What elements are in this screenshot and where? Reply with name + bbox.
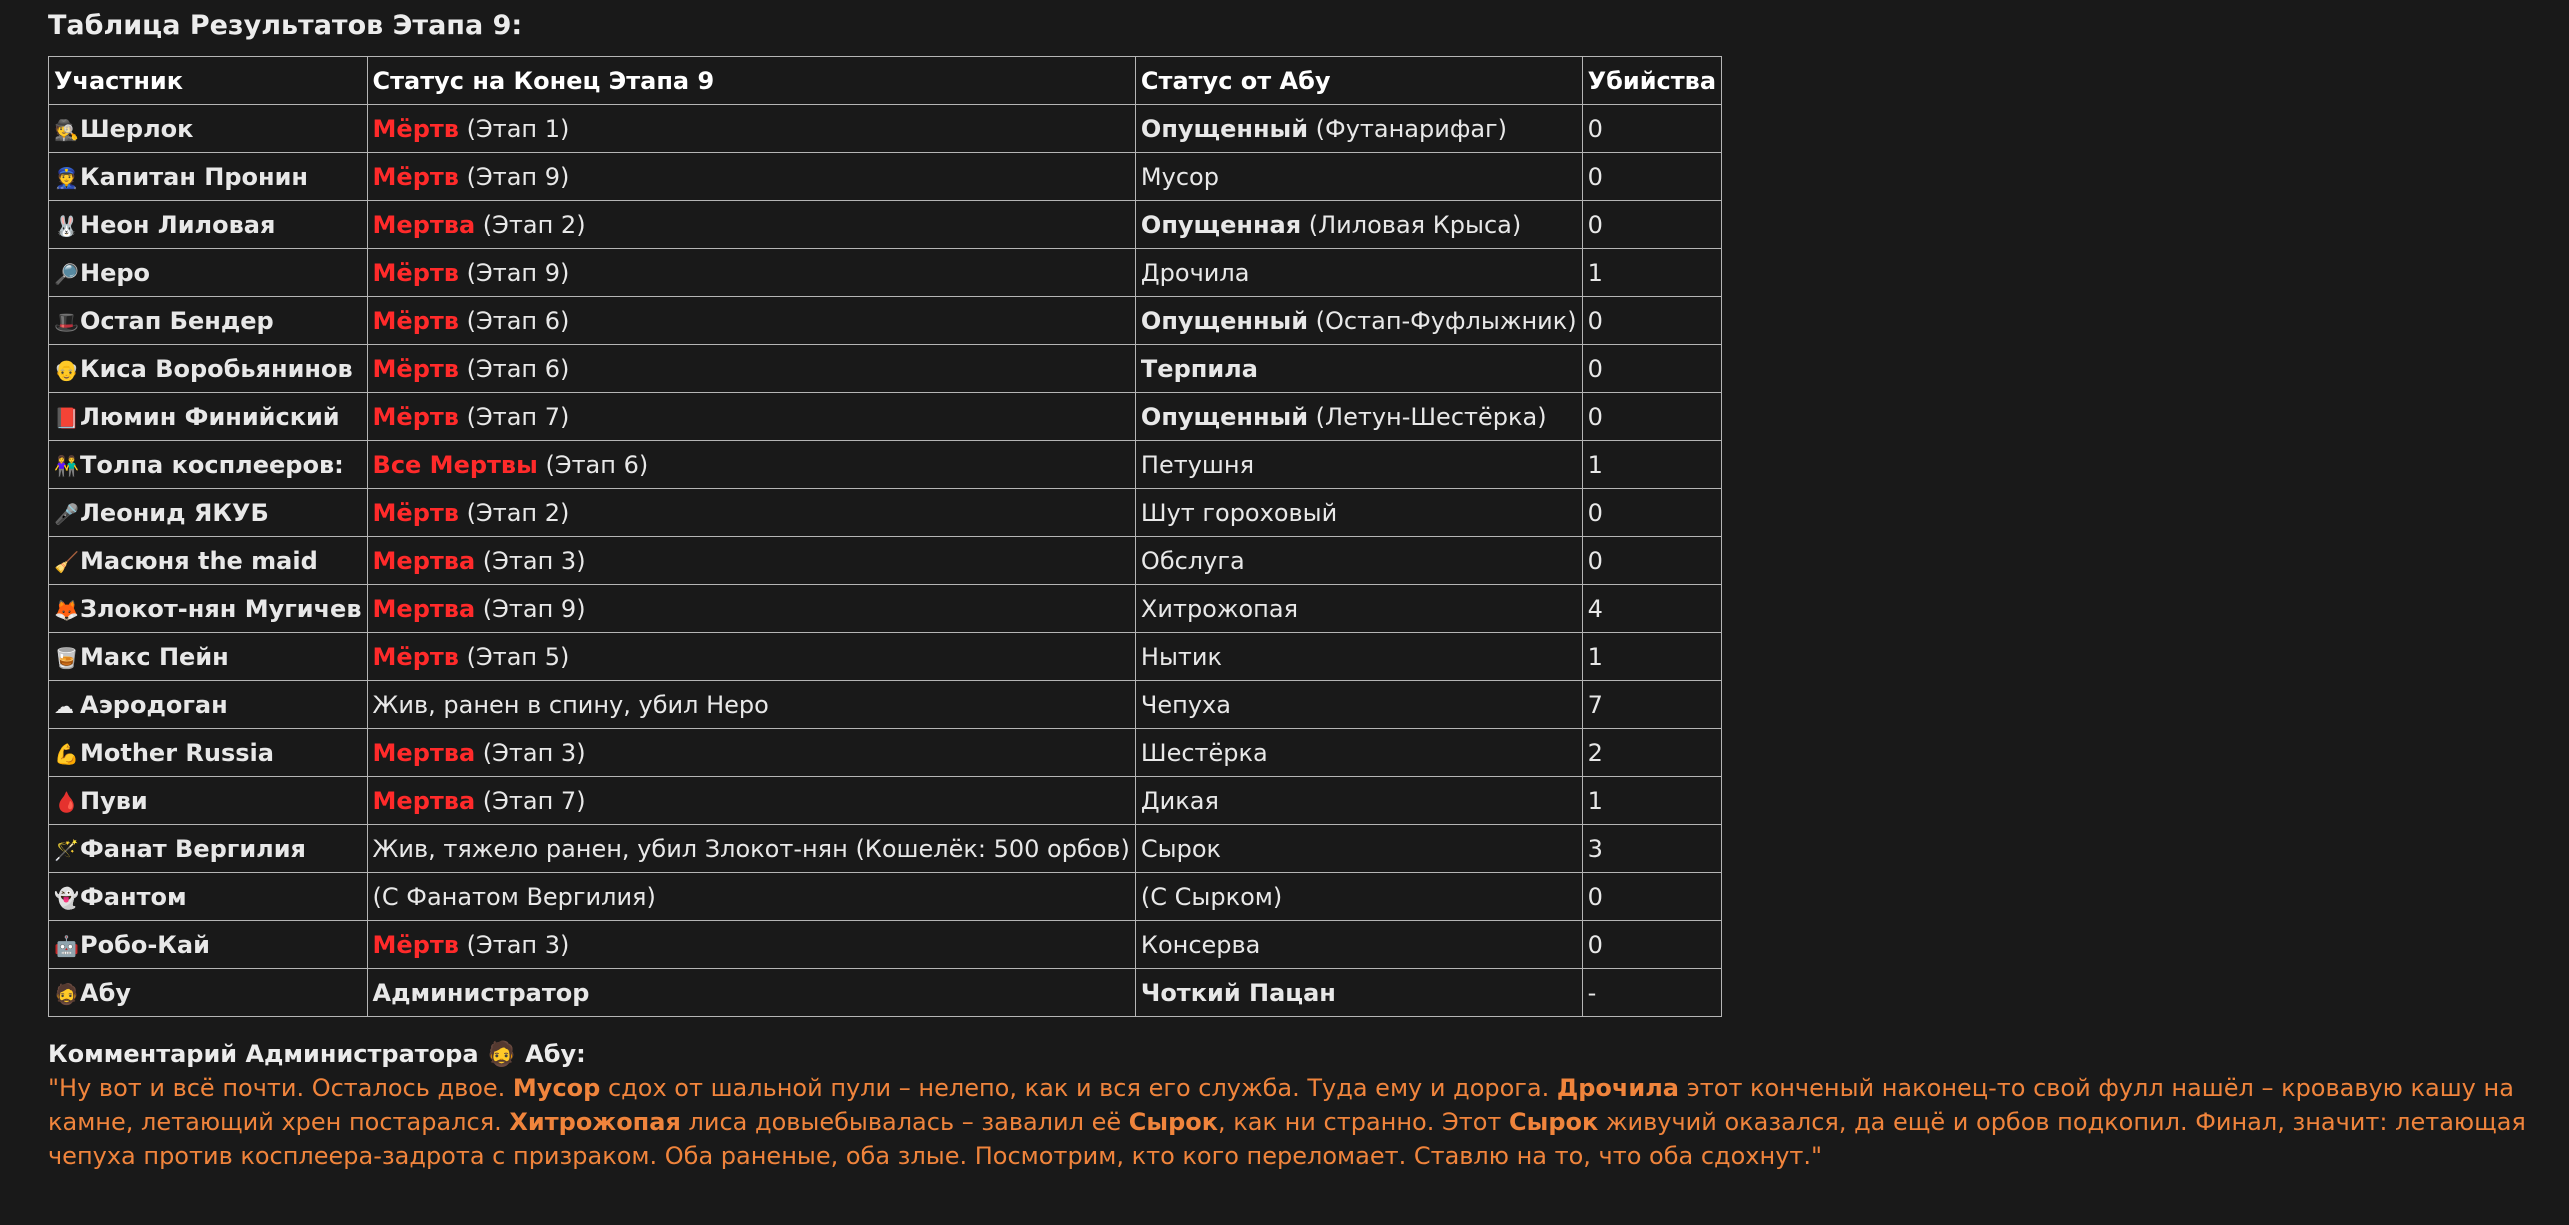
death-status: Мертва	[372, 210, 476, 239]
abu-status-cell	[1135, 633, 1582, 681]
stage-status-detail: (Этап 1)	[458, 114, 570, 143]
participant-icon: 🪄	[54, 837, 79, 862]
participant-name: Масюня the maid	[80, 546, 318, 575]
table-row	[49, 249, 1722, 297]
participant-icon: 🕵	[54, 117, 79, 142]
stage-status-cell	[367, 393, 1135, 441]
admin-comment-title	[48, 1037, 2548, 1071]
page-title: Таблица Результатов Этапа 9:	[48, 10, 523, 41]
participant-name: Остап Бендер	[80, 306, 274, 335]
participant-cell	[49, 345, 368, 393]
stage-status-cell	[367, 921, 1135, 969]
participant-name: Капитан Пронин	[80, 162, 308, 191]
kills-cell: 2	[1582, 729, 1721, 777]
kills-cell: 0	[1582, 201, 1721, 249]
stage-status-detail: Жив, тяжело ранен, убил Злокот-нян (Кошелёк: 500 орбов)	[372, 834, 1130, 863]
participant-name: Mother Russia	[80, 738, 274, 767]
abu-status-detail: (Остап-Фуфлыжник)	[1308, 306, 1577, 335]
table-row	[49, 873, 1722, 921]
comment-bold-term: Мусор	[512, 1074, 601, 1102]
stage-status-detail: (Этап 9)	[475, 594, 586, 623]
participant-icon: 👴	[54, 357, 79, 382]
participant-cell	[49, 297, 368, 345]
comment-title-suffix: Абу:	[516, 1040, 586, 1068]
death-status: Мёртв	[372, 498, 459, 527]
stage-status-cell	[367, 873, 1135, 921]
stage-status-detail: (Этап 3)	[475, 738, 586, 767]
death-status: Все Мертвы	[372, 450, 538, 479]
table-row	[49, 585, 1722, 633]
results-table	[48, 56, 1722, 1017]
table-row	[49, 825, 1722, 873]
kills-cell: 3	[1582, 825, 1721, 873]
kills-cell: 1	[1582, 441, 1721, 489]
participant-name: Толпа косплееров:	[80, 450, 344, 479]
participant-icon: 🧔	[54, 981, 79, 1006]
stage-status-cell	[367, 633, 1135, 681]
table-row	[49, 393, 1722, 441]
abu-status-detail: (Летун-Шестёрка)	[1308, 402, 1547, 431]
kills-cell: 0	[1582, 489, 1721, 537]
participant-name: Робо-Кай	[80, 930, 210, 959]
admin-comment	[48, 1037, 2548, 1173]
abu-status-cell	[1135, 153, 1582, 201]
stage-status-detail: (Этап 6)	[458, 306, 570, 335]
table-row	[49, 153, 1722, 201]
stage-status-detail: (Этап 3)	[458, 930, 570, 959]
abu-status-cell	[1135, 921, 1582, 969]
stage-status-cell	[367, 585, 1135, 633]
stage-status-cell	[367, 345, 1135, 393]
abu-status-cell	[1135, 297, 1582, 345]
stage-status-detail: (Этап 2)	[458, 498, 570, 527]
kills-cell: 0	[1582, 921, 1721, 969]
table-row	[49, 345, 1722, 393]
death-status: Мёртв	[372, 354, 459, 383]
participant-cell	[49, 681, 368, 729]
stage-status-detail: (Этап 2)	[475, 210, 586, 239]
abu-status-cell	[1135, 681, 1582, 729]
abu-status-detail: Шестёрка	[1140, 738, 1268, 767]
participant-name: Аэродоган	[80, 690, 228, 719]
kills-cell: 0	[1582, 393, 1721, 441]
participant-icon: 👻	[54, 885, 79, 910]
stage-status-detail: (Этап 3)	[475, 546, 586, 575]
stage-status-cell	[367, 489, 1135, 537]
comment-text-part: сдох от шальной пули – нелепо, как и вся его служба. Туда ему и дорога.	[600, 1074, 1557, 1102]
participant-cell	[49, 105, 368, 153]
kills-cell: 0	[1582, 105, 1721, 153]
stage-status-cell	[367, 777, 1135, 825]
abu-status-cell	[1135, 825, 1582, 873]
table-row	[49, 201, 1722, 249]
participant-icon: 👮	[54, 165, 79, 190]
table-row	[49, 921, 1722, 969]
participant-cell	[49, 921, 368, 969]
stage-status-cell	[367, 729, 1135, 777]
death-status: Мёртв	[372, 258, 459, 287]
death-status: Мертва	[372, 738, 476, 767]
abu-status-bold: Опущенная	[1140, 210, 1302, 239]
stage-status-cell	[367, 441, 1135, 489]
participant-cell	[49, 825, 368, 873]
death-status: Мёртв	[372, 402, 459, 431]
participant-icon: 💪	[54, 741, 79, 766]
header-status-stage: Статус на Конец Этапа 9	[367, 57, 1135, 105]
abu-status-detail: Шут гороховый	[1140, 498, 1338, 527]
participant-name: Абу	[80, 978, 131, 1007]
comment-text-part: , как ни странно. Этот	[1218, 1108, 1510, 1136]
comment-text-part: живучий оказался, да ещё и орбов подкопил. Финал, значит: летающая чепуха против косплеера-задрота с призраком. Оба раненые, оба злые. Посмотрим, кто кого переломает. Ставлю на то, что оба сдохнут."	[48, 1108, 2526, 1170]
stage-status-cell	[367, 297, 1135, 345]
kills-cell: 0	[1582, 297, 1721, 345]
participant-icon: 🤖	[54, 933, 79, 958]
participant-icon: 📕	[54, 405, 79, 430]
death-status: Мёртв	[372, 306, 459, 335]
abu-status-cell	[1135, 777, 1582, 825]
participant-cell	[49, 969, 368, 1017]
abu-status-cell	[1135, 585, 1582, 633]
stage-status-cell	[367, 105, 1135, 153]
participant-name: Неон Лиловая	[80, 210, 276, 239]
participant-icon: 🎤	[54, 501, 79, 526]
participant-name: Фанат Вергилия	[80, 834, 306, 863]
abu-status-detail: Петушня	[1140, 450, 1255, 479]
comment-text-part: лиса довыебывалась – завалил её	[680, 1108, 1129, 1136]
abu-status-bold: Опущенный	[1140, 402, 1309, 431]
stage-status-cell	[367, 249, 1135, 297]
abu-status-cell	[1135, 489, 1582, 537]
kills-cell: -	[1582, 969, 1721, 1017]
participant-icon: ☁	[54, 693, 74, 718]
stage-status-detail: Жив, ранен в спину, убил Неро	[372, 690, 769, 719]
abu-status-cell	[1135, 201, 1582, 249]
stage-status-cell	[367, 681, 1135, 729]
participant-name: Пуви	[80, 786, 148, 815]
participant-cell	[49, 537, 368, 585]
abu-status-detail: Консерва	[1140, 930, 1261, 959]
abu-status-detail: (Футанарифаг)	[1308, 114, 1508, 143]
admin-comment-text	[48, 1071, 2548, 1173]
abu-status-detail: Хитрожопая	[1140, 594, 1298, 623]
kills-cell: 0	[1582, 153, 1721, 201]
participant-icon: 🩸	[54, 789, 79, 814]
stage-status-detail: (Этап 6)	[458, 354, 570, 383]
kills-cell: 1	[1582, 633, 1721, 681]
participant-cell	[49, 489, 368, 537]
stage-status-cell	[367, 153, 1135, 201]
header-kills: Убийства	[1582, 57, 1721, 105]
results-table-body	[49, 105, 1722, 1017]
death-status: Мёртв	[372, 930, 459, 959]
kills-cell: 7	[1582, 681, 1721, 729]
stage-status-cell	[367, 537, 1135, 585]
comment-bold-term: Сырок	[1128, 1108, 1219, 1136]
stage-status-detail: (Этап 6)	[537, 450, 649, 479]
participant-cell	[49, 729, 368, 777]
results-page	[48, 0, 2548, 1173]
stage-status-cell	[367, 825, 1135, 873]
admin-avatar-icon: 🧔	[486, 1040, 517, 1068]
death-status: Мертва	[372, 594, 476, 623]
abu-status-detail: (Лиловая Крыса)	[1301, 210, 1522, 239]
stage-status-detail: (С Фанатом Вергилия)	[372, 882, 656, 911]
stage-status-bold: Администратор	[372, 978, 590, 1007]
abu-status-cell	[1135, 537, 1582, 585]
abu-status-cell	[1135, 873, 1582, 921]
participant-name: Киса Воробьянинов	[80, 354, 353, 383]
abu-status-cell	[1135, 729, 1582, 777]
participant-icon: 🧹	[54, 549, 79, 574]
stage-status-cell	[367, 201, 1135, 249]
death-status: Мёртв	[372, 162, 459, 191]
abu-status-bold: Опущенный	[1140, 114, 1309, 143]
participant-cell	[49, 393, 368, 441]
participant-name: Фантом	[80, 882, 187, 911]
abu-status-detail: Дикая	[1140, 786, 1219, 815]
abu-status-cell	[1135, 441, 1582, 489]
participant-name: Макс Пейн	[80, 642, 229, 671]
abu-status-detail: Чепуха	[1140, 690, 1231, 719]
comment-bold-term: Дрочила	[1556, 1074, 1679, 1102]
death-status: Мертва	[372, 786, 476, 815]
abu-status-bold: Чоткий Пацан	[1140, 978, 1336, 1007]
table-row	[49, 105, 1722, 153]
stage-status-detail: (Этап 5)	[458, 642, 570, 671]
stage-status-cell	[367, 969, 1135, 1017]
participant-name: Злокот-нян Мугичев	[80, 594, 362, 623]
comment-bold-term: Хитрожопая	[509, 1108, 681, 1136]
participant-cell	[49, 585, 368, 633]
abu-status-detail: Дрочила	[1140, 258, 1250, 287]
abu-status-detail: (С Сырком)	[1140, 882, 1283, 911]
table-row	[49, 489, 1722, 537]
participant-icon: 🦊	[54, 597, 79, 622]
stage-status-detail: (Этап 9)	[458, 162, 570, 191]
kills-cell: 1	[1582, 777, 1721, 825]
abu-status-detail: Сырок	[1140, 834, 1222, 863]
kills-cell: 0	[1582, 345, 1721, 393]
participant-name: Неро	[80, 258, 151, 287]
abu-status-bold: Опущенный	[1140, 306, 1309, 335]
abu-status-cell	[1135, 249, 1582, 297]
participant-icon: 🔎	[54, 261, 79, 286]
abu-status-detail: Нытик	[1140, 642, 1222, 671]
participant-cell	[49, 633, 368, 681]
comment-text-part: этот конченый наконец-то свой фулл нашёл – кровавую кашу на камне, летающий хрен постарался.	[48, 1074, 2514, 1136]
table-header-row	[49, 57, 1722, 105]
participant-cell	[49, 153, 368, 201]
abu-status-cell	[1135, 969, 1582, 1017]
participant-name: Люмин Финийский	[80, 402, 340, 431]
table-row	[49, 681, 1722, 729]
death-status: Мертва	[372, 546, 476, 575]
comment-title-prefix: Комментарий Администратора	[48, 1040, 487, 1068]
abu-status-detail: Мусор	[1140, 162, 1219, 191]
death-status: Мёртв	[372, 114, 459, 143]
participant-icon: 🐰	[54, 213, 79, 238]
stage-status-detail: (Этап 7)	[458, 402, 570, 431]
table-row	[49, 297, 1722, 345]
abu-status-cell	[1135, 345, 1582, 393]
participant-cell	[49, 441, 368, 489]
header-status-abu: Статус от Абу	[1135, 57, 1582, 105]
stage-status-detail: (Этап 7)	[475, 786, 586, 815]
participant-name: Шерлок	[80, 114, 194, 143]
kills-cell: 1	[1582, 249, 1721, 297]
kills-cell: 4	[1582, 585, 1721, 633]
abu-status-detail: Обслуга	[1140, 546, 1245, 575]
table-row	[49, 777, 1722, 825]
participant-cell	[49, 873, 368, 921]
kills-cell: 0	[1582, 873, 1721, 921]
participant-cell	[49, 249, 368, 297]
comment-bold-term: Сырок	[1509, 1108, 1599, 1136]
death-status: Мёртв	[372, 642, 459, 671]
abu-status-cell	[1135, 105, 1582, 153]
participant-icon: 🎩	[54, 309, 79, 334]
participant-icon: 🥃	[54, 645, 79, 670]
table-row	[49, 633, 1722, 681]
participant-name: Леонид ЯКУБ	[80, 498, 269, 527]
abu-status-bold: Терпила	[1140, 354, 1258, 383]
comment-text-part: "Ну вот и всё почти. Осталось двое.	[48, 1074, 513, 1102]
table-row	[49, 729, 1722, 777]
table-row	[49, 969, 1722, 1017]
kills-cell: 0	[1582, 537, 1721, 585]
header-participant: Участник	[49, 57, 368, 105]
table-row	[49, 537, 1722, 585]
table-row	[49, 441, 1722, 489]
participant-cell	[49, 201, 368, 249]
participant-cell	[49, 777, 368, 825]
participant-icon: 👫	[54, 453, 79, 478]
abu-status-cell	[1135, 393, 1582, 441]
stage-status-detail: (Этап 9)	[458, 258, 570, 287]
